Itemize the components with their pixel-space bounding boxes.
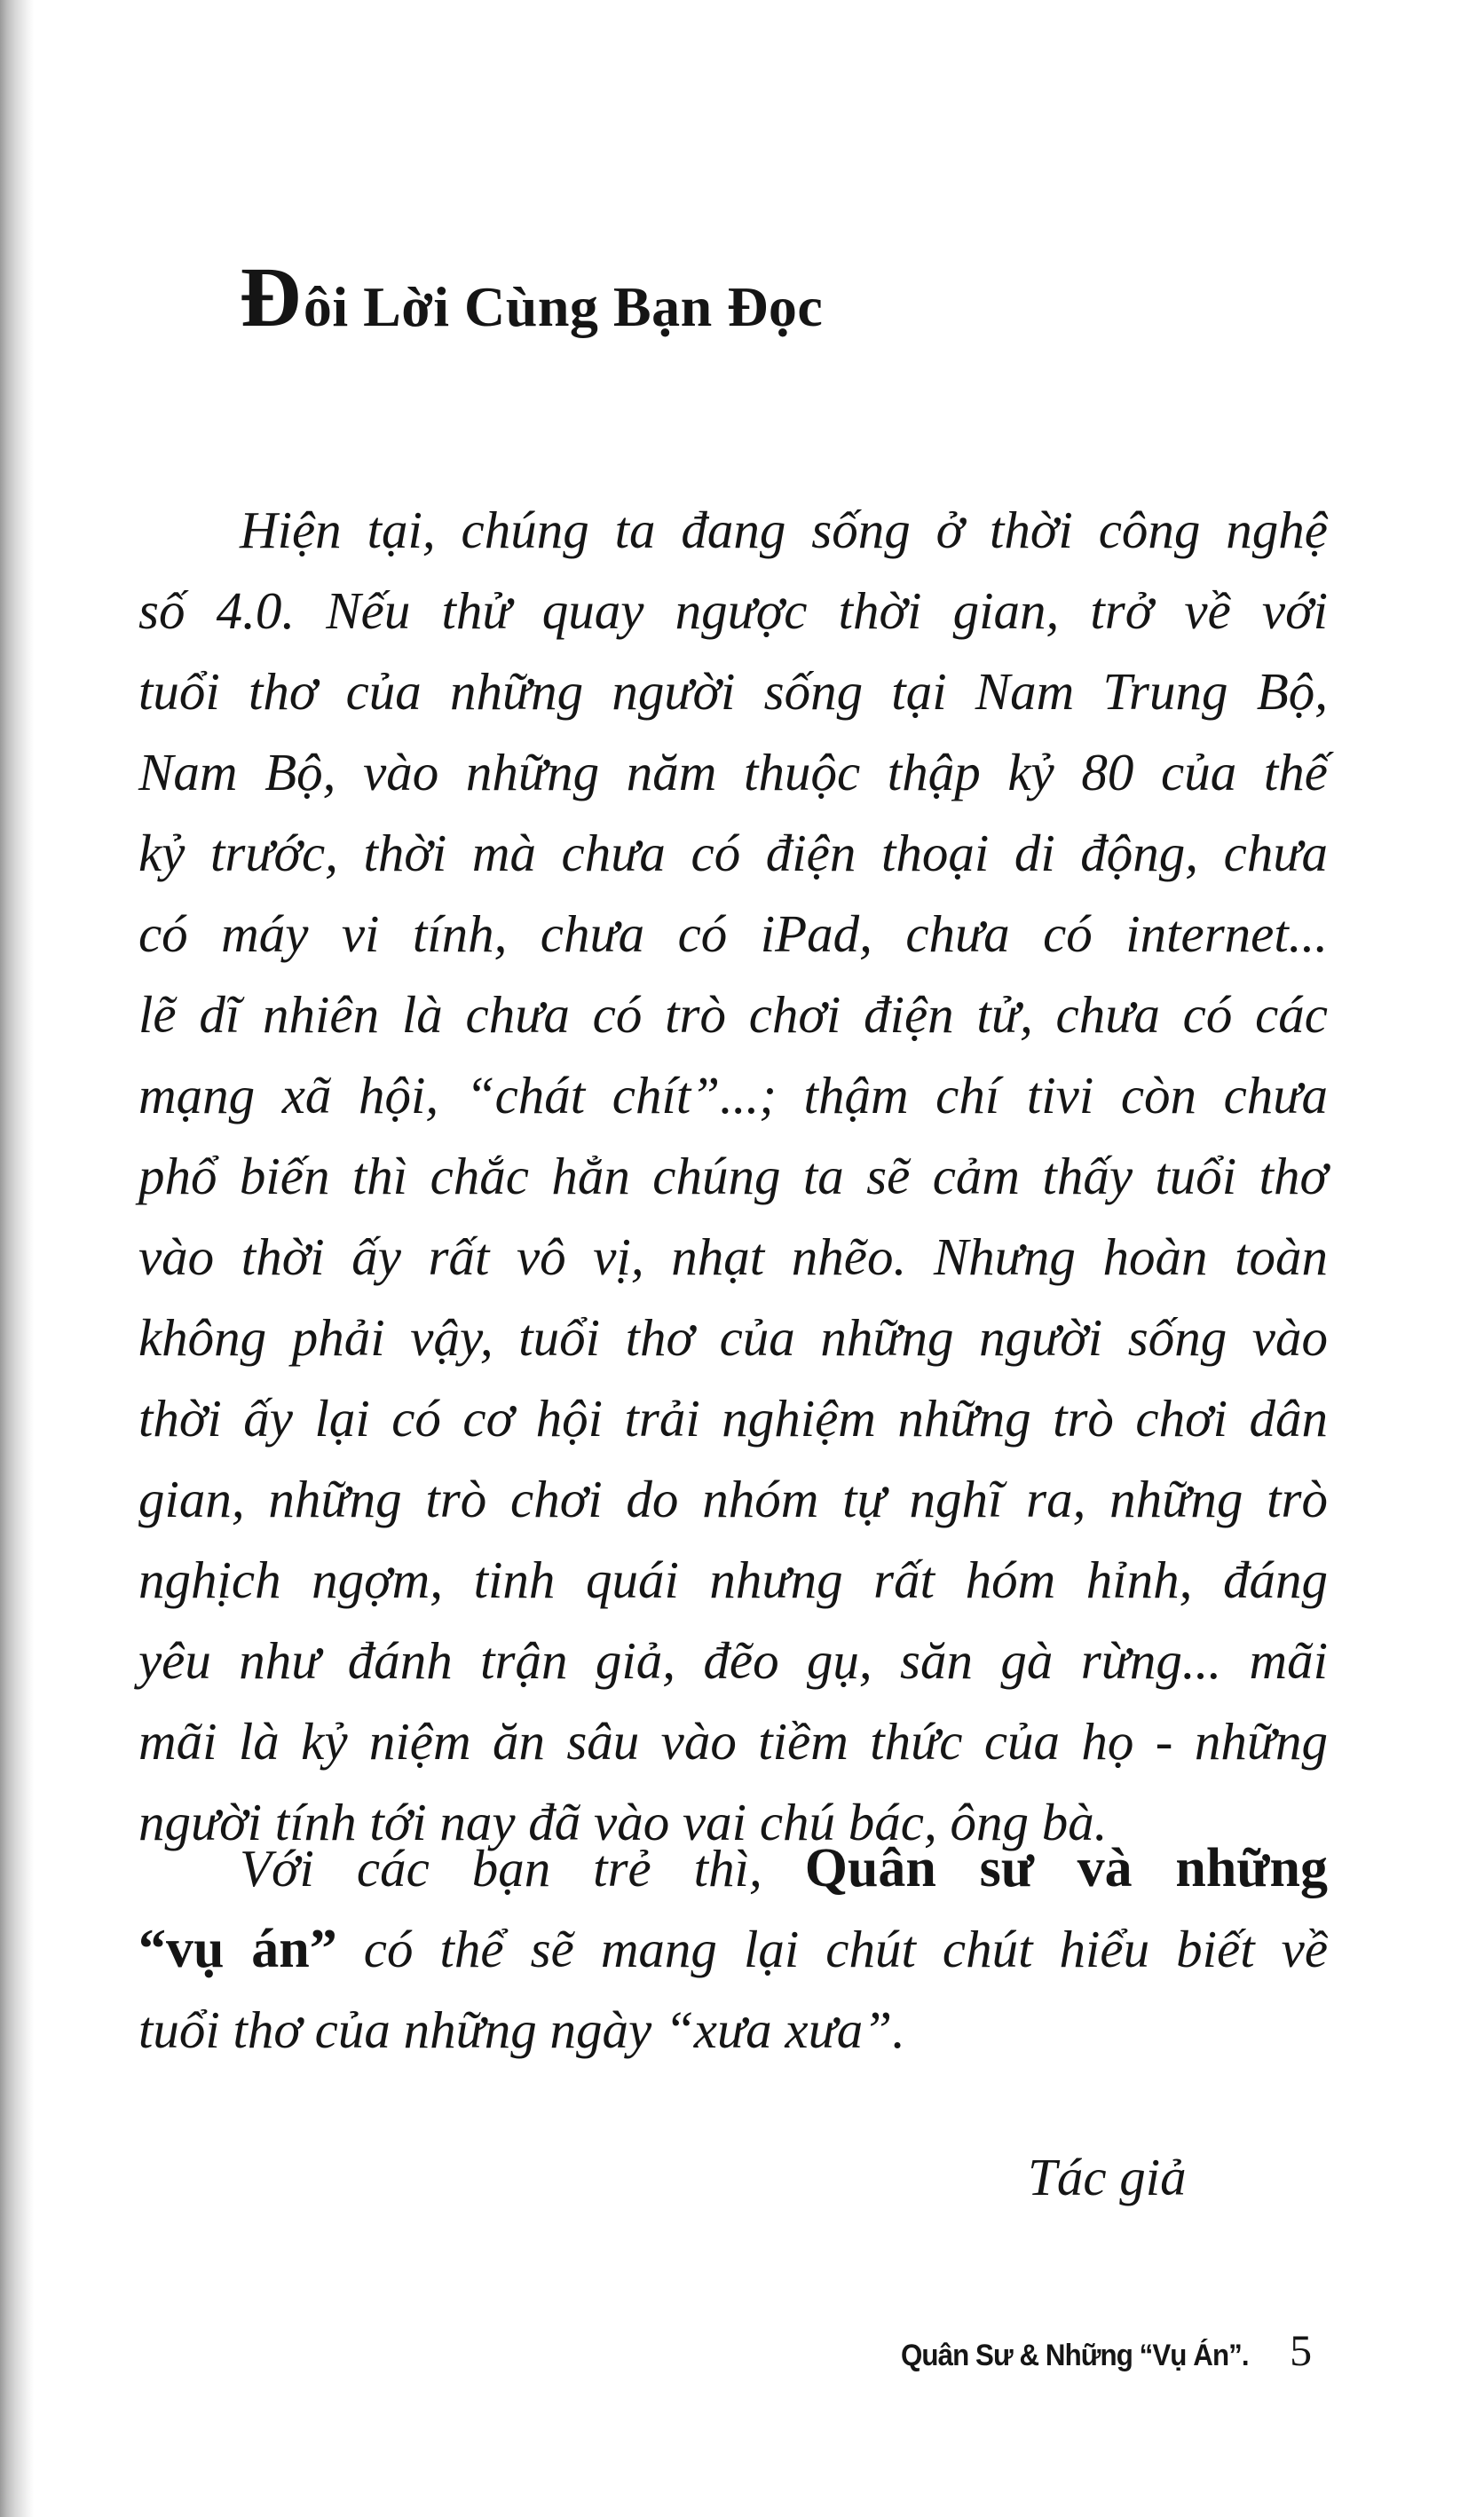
intro-paragraph: [138, 490, 1328, 1863]
book-title-part2: “vụ án”: [138, 1919, 337, 1979]
paragraph-line: yêu như đánh trận giả, đẽo gụ, săn gà rừng... mãi: [138, 1631, 1328, 1690]
paragraph-line: lẽ dĩ nhiên là chưa có trò chơi điện tử, chưa có các: [138, 985, 1328, 1044]
paragraph-line: thời ấy lại có cơ hội trải nghiệm những trò chơi dân: [138, 1389, 1328, 1448]
book-title-part1: Quân sư và những: [804, 1838, 1328, 1898]
author-signature: Tác giả: [1028, 2148, 1187, 2206]
page-title: [240, 249, 824, 347]
paragraph-line: phổ biến thì chắc hẳn chúng ta sẽ cảm thấy tuổi thơ: [138, 1147, 1328, 1205]
title-text: ôi Lời Cùng Bạn Đọc: [303, 275, 824, 338]
paragraph-line: Nam Bộ, vào những năm thuộc thập kỷ 80 của thế: [138, 743, 1328, 801]
paragraph-line: tuổi thơ của những ngày “xưa xưa”.: [138, 2000, 905, 2059]
title-dropcap: Đ: [240, 249, 302, 344]
closing-line-suffix: có thể sẽ mang lại chút chút hiểu biết về: [363, 1920, 1329, 1978]
paragraph-line: [138, 1828, 1328, 1909]
page-binding-shadow: [0, 0, 34, 2517]
paragraph-line: [138, 1909, 1328, 1990]
paragraph-line: người tính tới nay đã vào vai chú bác, ông bà.: [138, 1793, 1108, 1851]
paragraph-line: kỷ trước, thời mà chưa có điện thoại di động, chưa: [138, 824, 1328, 882]
closing-line-prefix: Với các bạn trẻ thì,: [240, 1839, 762, 1898]
paragraph-line: số 4.0. Nếu thử quay ngược thời gian, trở về với: [138, 581, 1328, 640]
paragraph-line: nghịch ngợm, tinh quái nhưng rất hóm hỉnh, đáng: [138, 1550, 1328, 1609]
paragraph-line: tuổi thơ của những người sống tại Nam Trung Bộ,: [138, 662, 1328, 721]
page-footer: [901, 2324, 1312, 2388]
running-title: Quân Sư & Những “Vụ Án”.: [901, 2339, 1249, 2372]
paragraph-line: mãi là kỷ niệm ăn sâu vào tiềm thức của họ - những: [138, 1712, 1328, 1771]
paragraph-line: có máy vi tính, chưa có iPad, chưa có internet...: [138, 904, 1328, 963]
paragraph-line: vào thời ấy rất vô vị, nhạt nhẽo. Nhưng hoàn toàn: [138, 1227, 1328, 1286]
paragraph-line: Hiện tại, chúng ta đang sống ở thời công nghệ: [240, 501, 1328, 559]
page-number: 5: [1290, 2325, 1313, 2375]
paragraph-line: gian, những trò chơi do nhóm tự nghĩ ra, những trò: [138, 1470, 1328, 1528]
closing-paragraph: [138, 1828, 1328, 2071]
paragraph-line: mạng xã hội, “chát chít”...; thậm chí tivi còn chưa: [138, 1066, 1328, 1124]
paragraph-line: không phải vậy, tuổi thơ của những người sống vào: [138, 1308, 1328, 1367]
